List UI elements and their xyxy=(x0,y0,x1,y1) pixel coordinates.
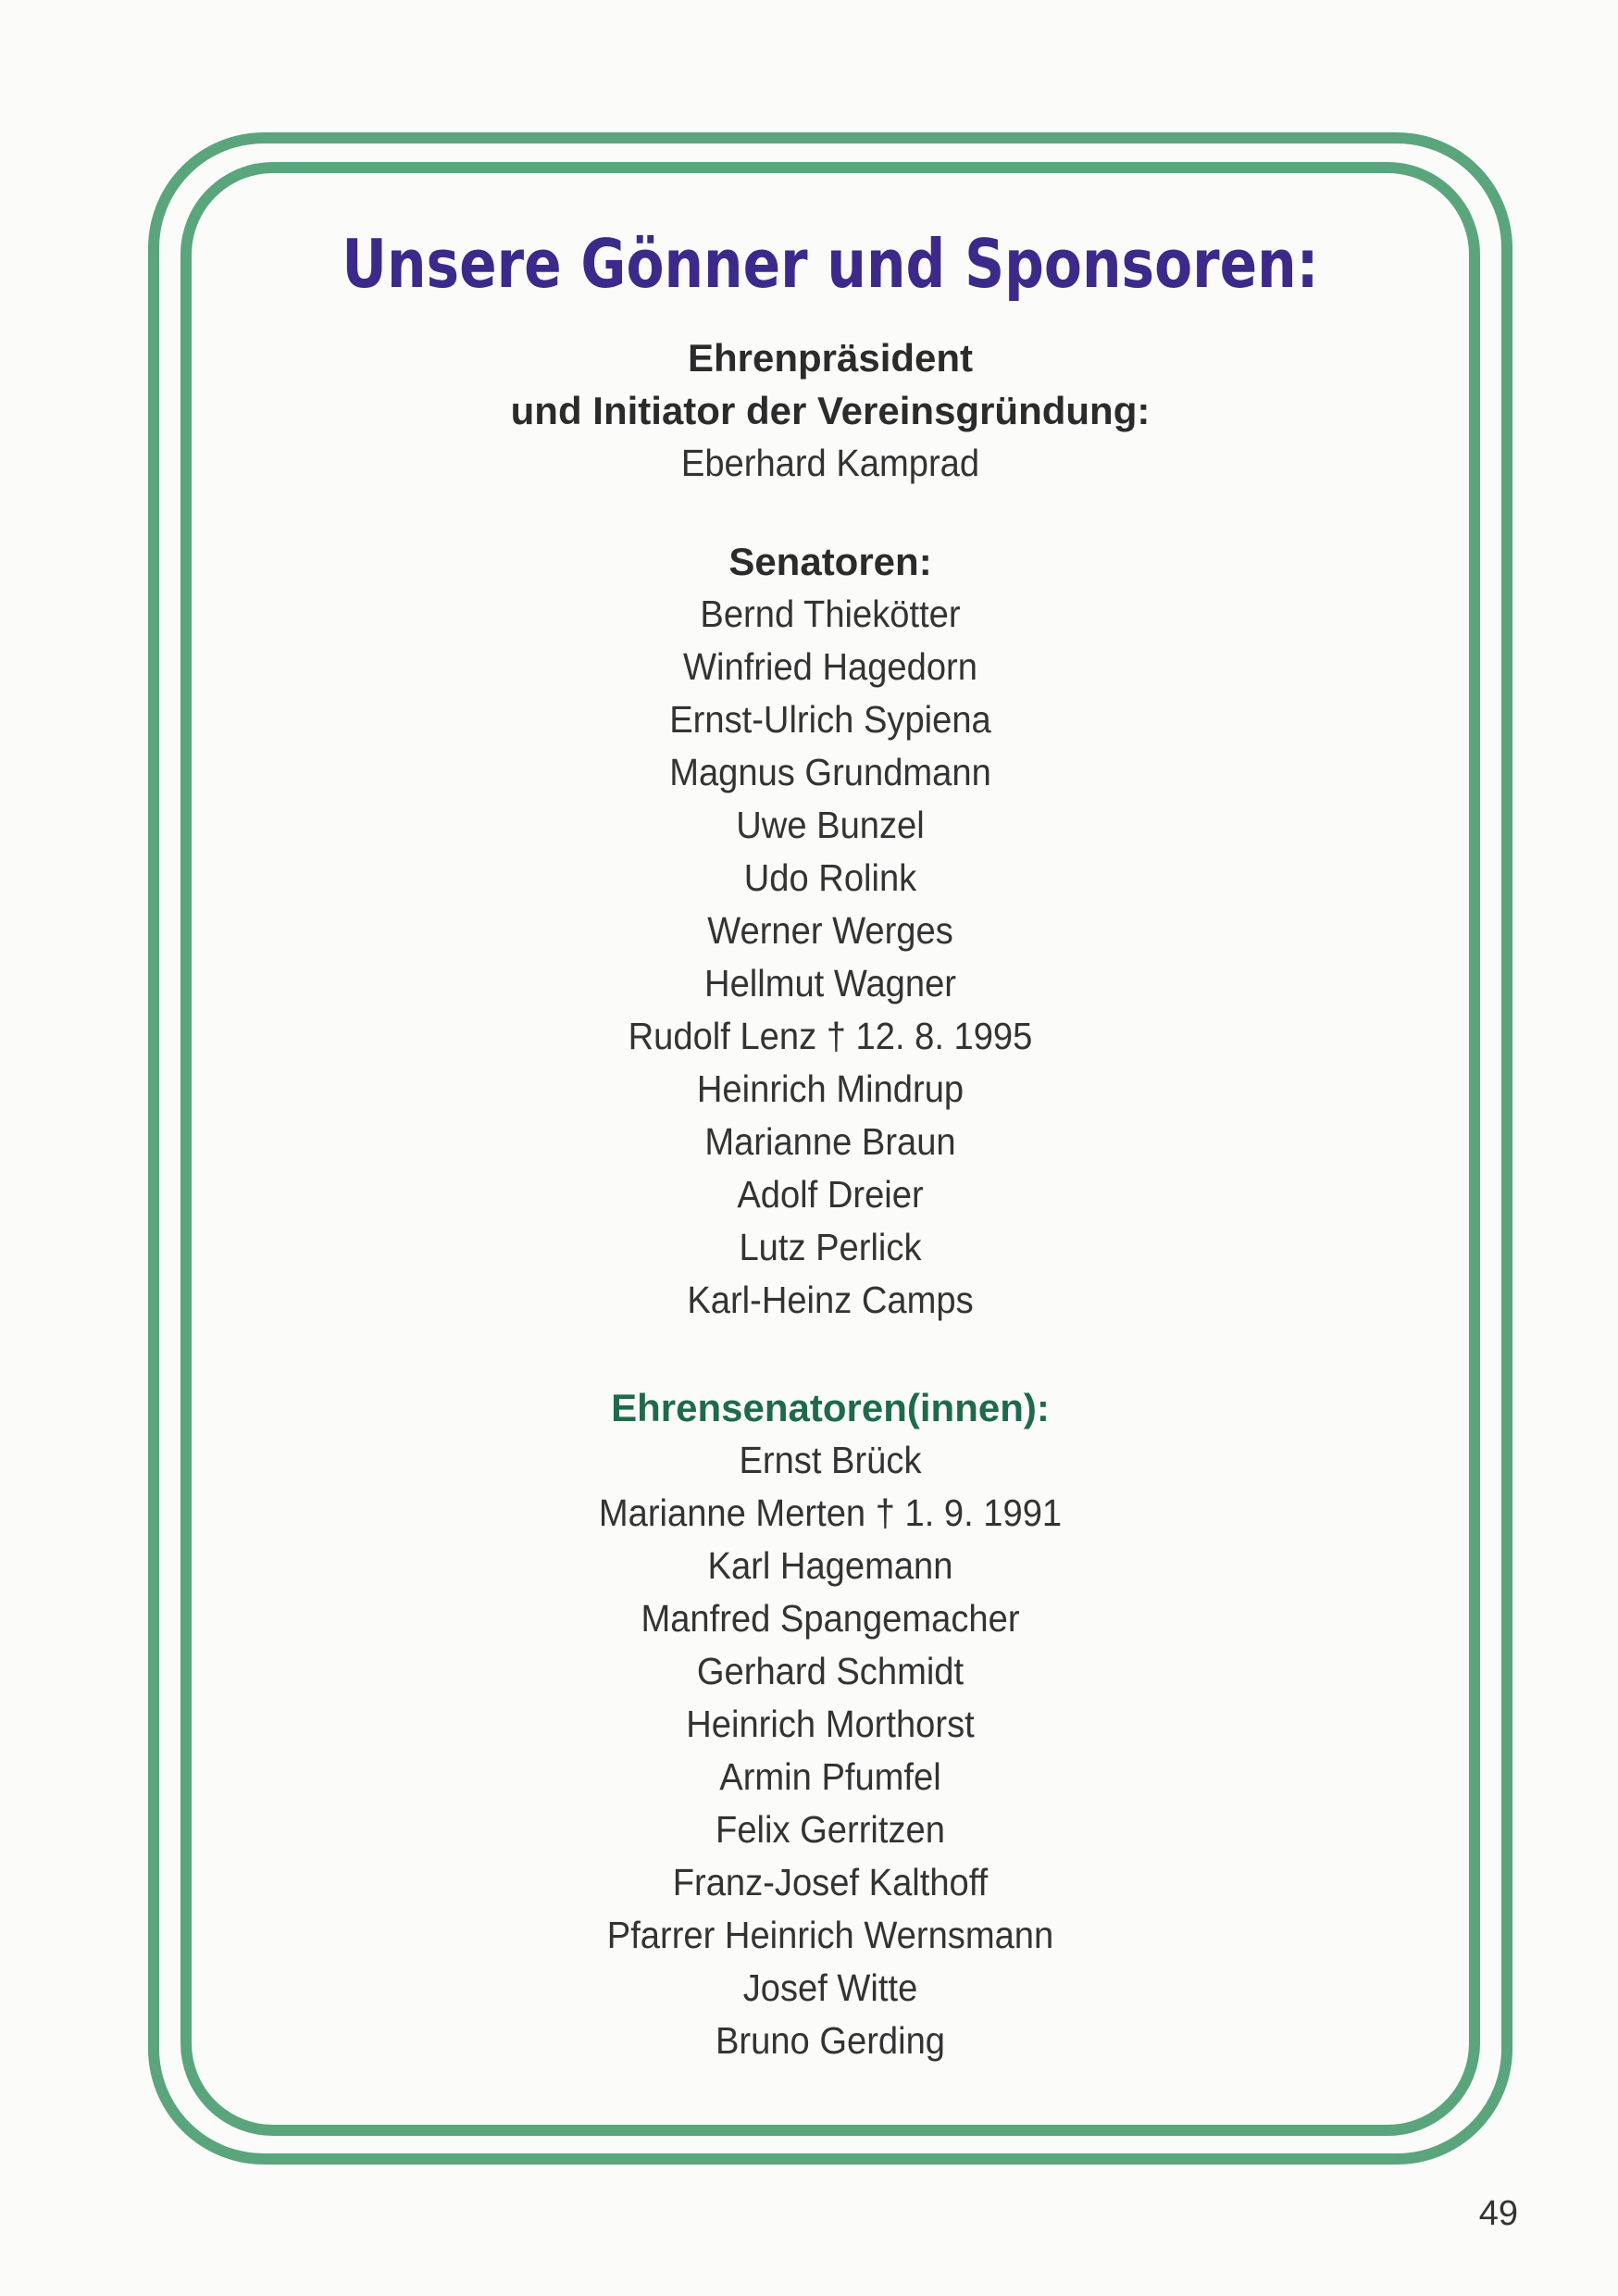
honorary-senator-name: Heinrich Morthorst xyxy=(686,1703,975,1745)
senator-name: Adolf Dreier xyxy=(737,1173,924,1216)
senator-name: Karl-Heinz Camps xyxy=(687,1279,974,1321)
honorary-senator-name: Armin Pfumfel xyxy=(719,1755,941,1798)
senator-name: Werner Werges xyxy=(707,909,953,952)
senator-name: Udo Rolink xyxy=(743,856,917,899)
senator-name: Bernd Thiekötter xyxy=(700,593,961,635)
senator-name: Rudolf Lenz † 12. 8. 1995 xyxy=(628,1015,1033,1057)
honorary-president-name: Eberhard Kamprad xyxy=(680,442,980,484)
senator-name: Uwe Bunzel xyxy=(736,804,925,846)
senator-name: Heinrich Mindrup xyxy=(696,1067,965,1110)
honorary-president-section xyxy=(192,331,1469,490)
honorary-senator-name: Josef Witte xyxy=(742,1966,918,2009)
honorary-senators-list xyxy=(192,1434,1469,2067)
honorary-senator-name: Pfarrer Heinrich Wernsmann xyxy=(606,1914,1054,1956)
honorary-senators-heading: Ehrensenatoren(innen): xyxy=(611,1386,1050,1429)
honorary-president-heading-line1: Ehrenpräsident xyxy=(687,336,974,380)
sponsor-list-panel xyxy=(192,173,1469,2067)
senator-name: Magnus Grundmann xyxy=(669,751,991,793)
honorary-senator-name: Franz-Josef Kalthoff xyxy=(672,1861,989,1903)
page-number: 49 xyxy=(1478,2194,1518,2233)
page-title: Unsere Gönner und Sponsoren: xyxy=(342,225,1319,303)
honorary-senator-name: Gerhard Schmidt xyxy=(696,1650,965,1692)
senator-name: Ernst-Ulrich Sypiena xyxy=(669,698,991,741)
honorary-president-heading-line2: und Initiator der Vereinsgründung: xyxy=(510,389,1151,432)
honorary-senator-name: Karl Hagemann xyxy=(707,1544,953,1587)
honorary-senator-name: Felix Gerritzen xyxy=(716,1808,945,1851)
senator-name: Marianne Braun xyxy=(704,1120,956,1163)
senator-name: Winfried Hagedorn xyxy=(683,645,977,688)
honorary-senators-section xyxy=(192,1381,1469,2067)
senators-list xyxy=(192,588,1469,1327)
senators-heading: Senatoren: xyxy=(728,540,932,583)
honorary-senator-name: Marianne Merten † 1. 9. 1991 xyxy=(598,1491,1063,1534)
honorary-senator-name: Bruno Gerding xyxy=(715,2019,945,2062)
senator-name: Hellmut Wagner xyxy=(704,962,956,1004)
honorary-senator-name: Ernst Brück xyxy=(739,1439,922,1481)
senator-name: Lutz Perlick xyxy=(739,1226,922,1268)
honorary-senator-name: Manfred Spangemacher xyxy=(641,1597,1020,1640)
senators-section xyxy=(192,535,1469,1327)
